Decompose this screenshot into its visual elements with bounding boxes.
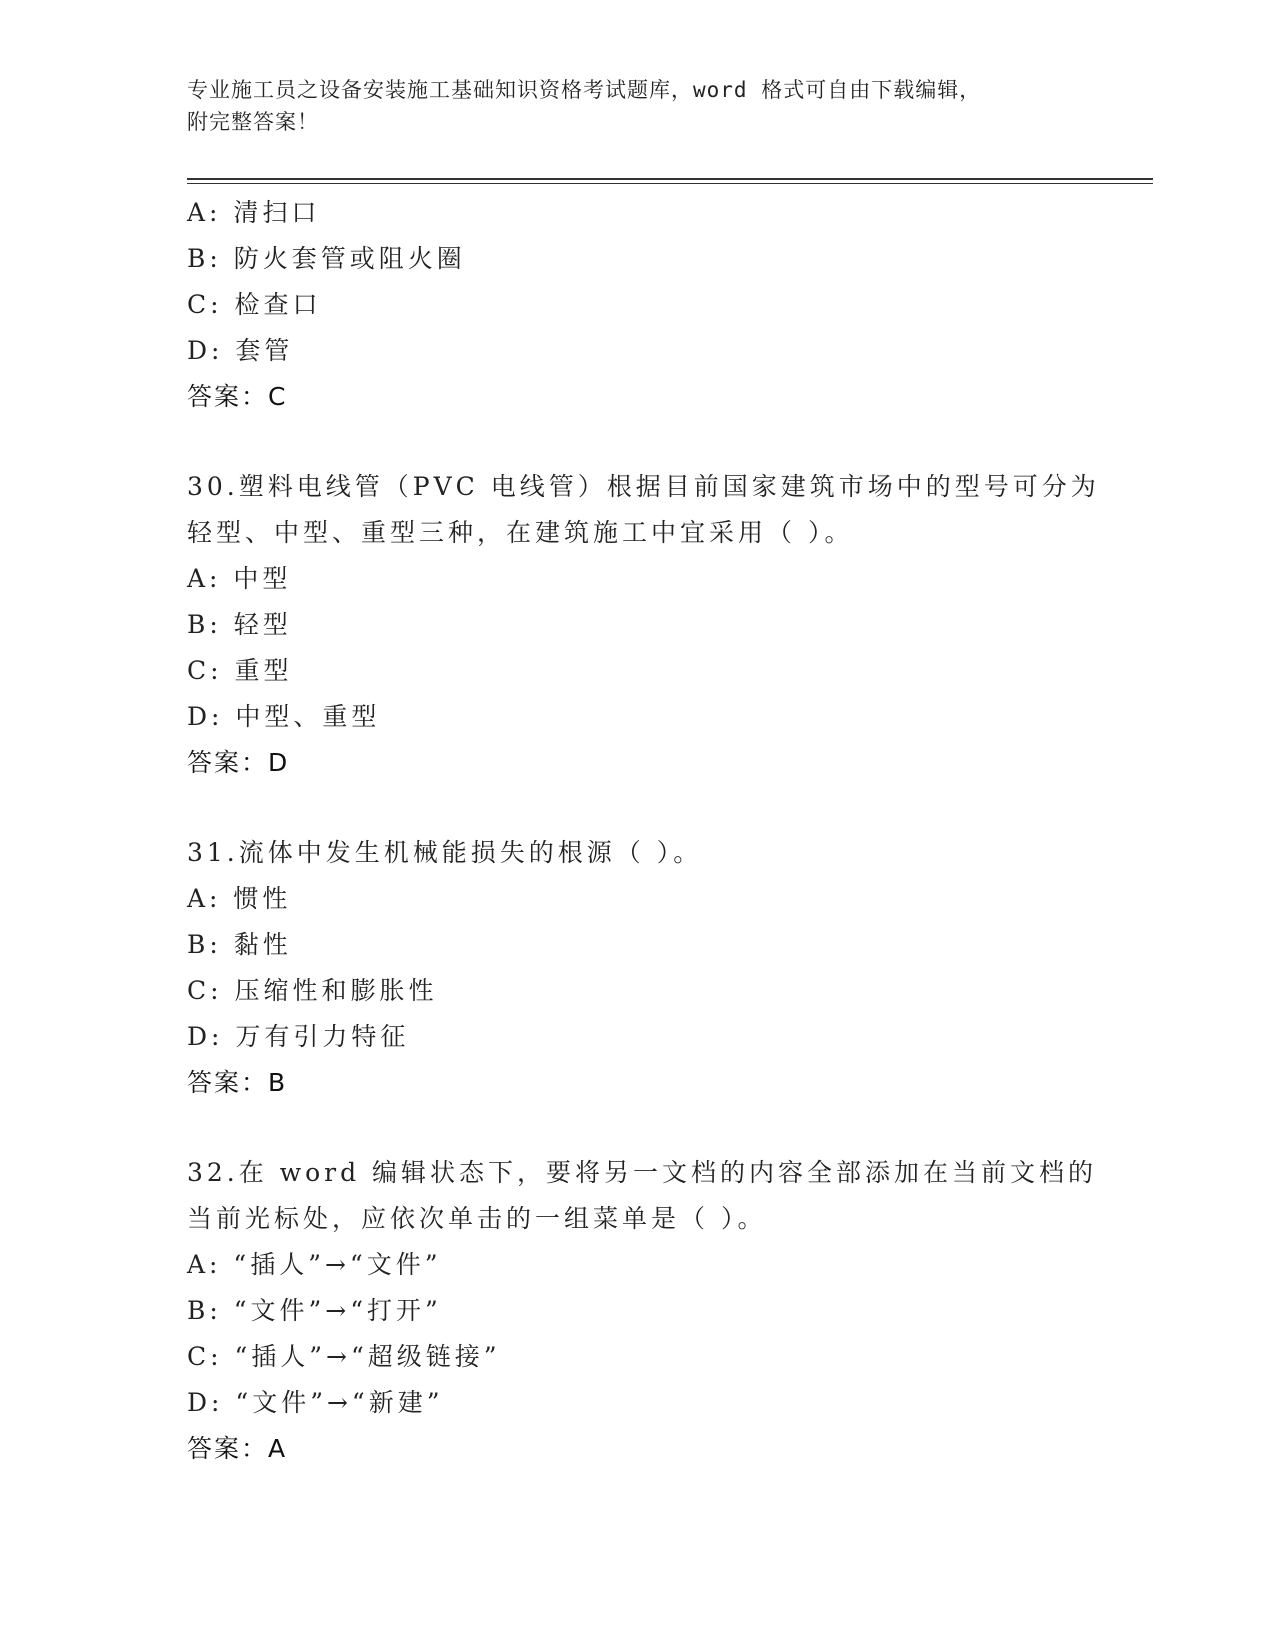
option-b: B: 轻型 xyxy=(187,610,292,639)
spacer xyxy=(187,786,1087,830)
option-d: D: 中型、重型 xyxy=(187,702,381,731)
prev-question-block xyxy=(187,190,1087,420)
option-b: B: “文件”→“打开” xyxy=(187,1296,442,1325)
option-d: D: 万有引力特征 xyxy=(187,1022,410,1051)
question-stem-line2: 当前光标处，应依次单击的一组菜单是（ ）。 xyxy=(187,1204,767,1233)
answer-line: 答案：D xyxy=(187,748,290,777)
answer-line: 答案：C xyxy=(187,382,288,411)
spacer xyxy=(187,420,1087,464)
option-a: A: 清扫口 xyxy=(187,198,321,227)
header-title-line2: 附完整答案！ xyxy=(187,110,319,134)
header-divider-thin xyxy=(187,183,1153,184)
header-divider xyxy=(187,178,1153,180)
question-32 xyxy=(187,1150,1098,1472)
question-stem-line1: 31.流体中发生机械能损失的根源（ ）。 xyxy=(187,838,703,867)
answer-line: 答案：B xyxy=(187,1068,288,1097)
option-d: D: “文件”→“新建” xyxy=(187,1388,444,1417)
question-stem-line1: 30.塑料电线管（PVC 电线管）根据目前国家建筑市场中的型号可分为 xyxy=(187,472,1100,501)
option-c: C: “插人”→“超级链接” xyxy=(187,1342,501,1371)
question-stem-line1: 32.在 word 编辑状态下，要将另一文档的内容全部添加在当前文档的 xyxy=(187,1158,1098,1187)
question-content xyxy=(187,190,1100,1472)
document-header xyxy=(187,74,1147,138)
option-a: A: “插人”→“文件” xyxy=(187,1250,442,1279)
question-stem-line2: 轻型、中型、重型三种，在建筑施工中宜采用（ ）。 xyxy=(187,518,854,547)
question-30 xyxy=(187,464,1100,786)
option-c: C: 检查口 xyxy=(187,290,322,319)
spacer xyxy=(187,1106,1087,1150)
option-a: A: 中型 xyxy=(187,564,292,593)
option-a: A: 惯性 xyxy=(187,884,292,913)
option-c: C: 压缩性和膨胀性 xyxy=(187,976,438,1005)
option-b: B: 黏性 xyxy=(187,930,292,959)
question-31 xyxy=(187,830,1087,1106)
header-title-line1: 专业施工员之设备安装施工基础知识资格考试题库，word 格式可自由下载编辑， xyxy=(187,78,982,102)
answer-line: 答案：A xyxy=(187,1434,288,1463)
option-c: C: 重型 xyxy=(187,656,293,685)
option-b: B: 防火套管或阻火圈 xyxy=(187,244,466,273)
option-d: D: 套管 xyxy=(187,336,294,365)
